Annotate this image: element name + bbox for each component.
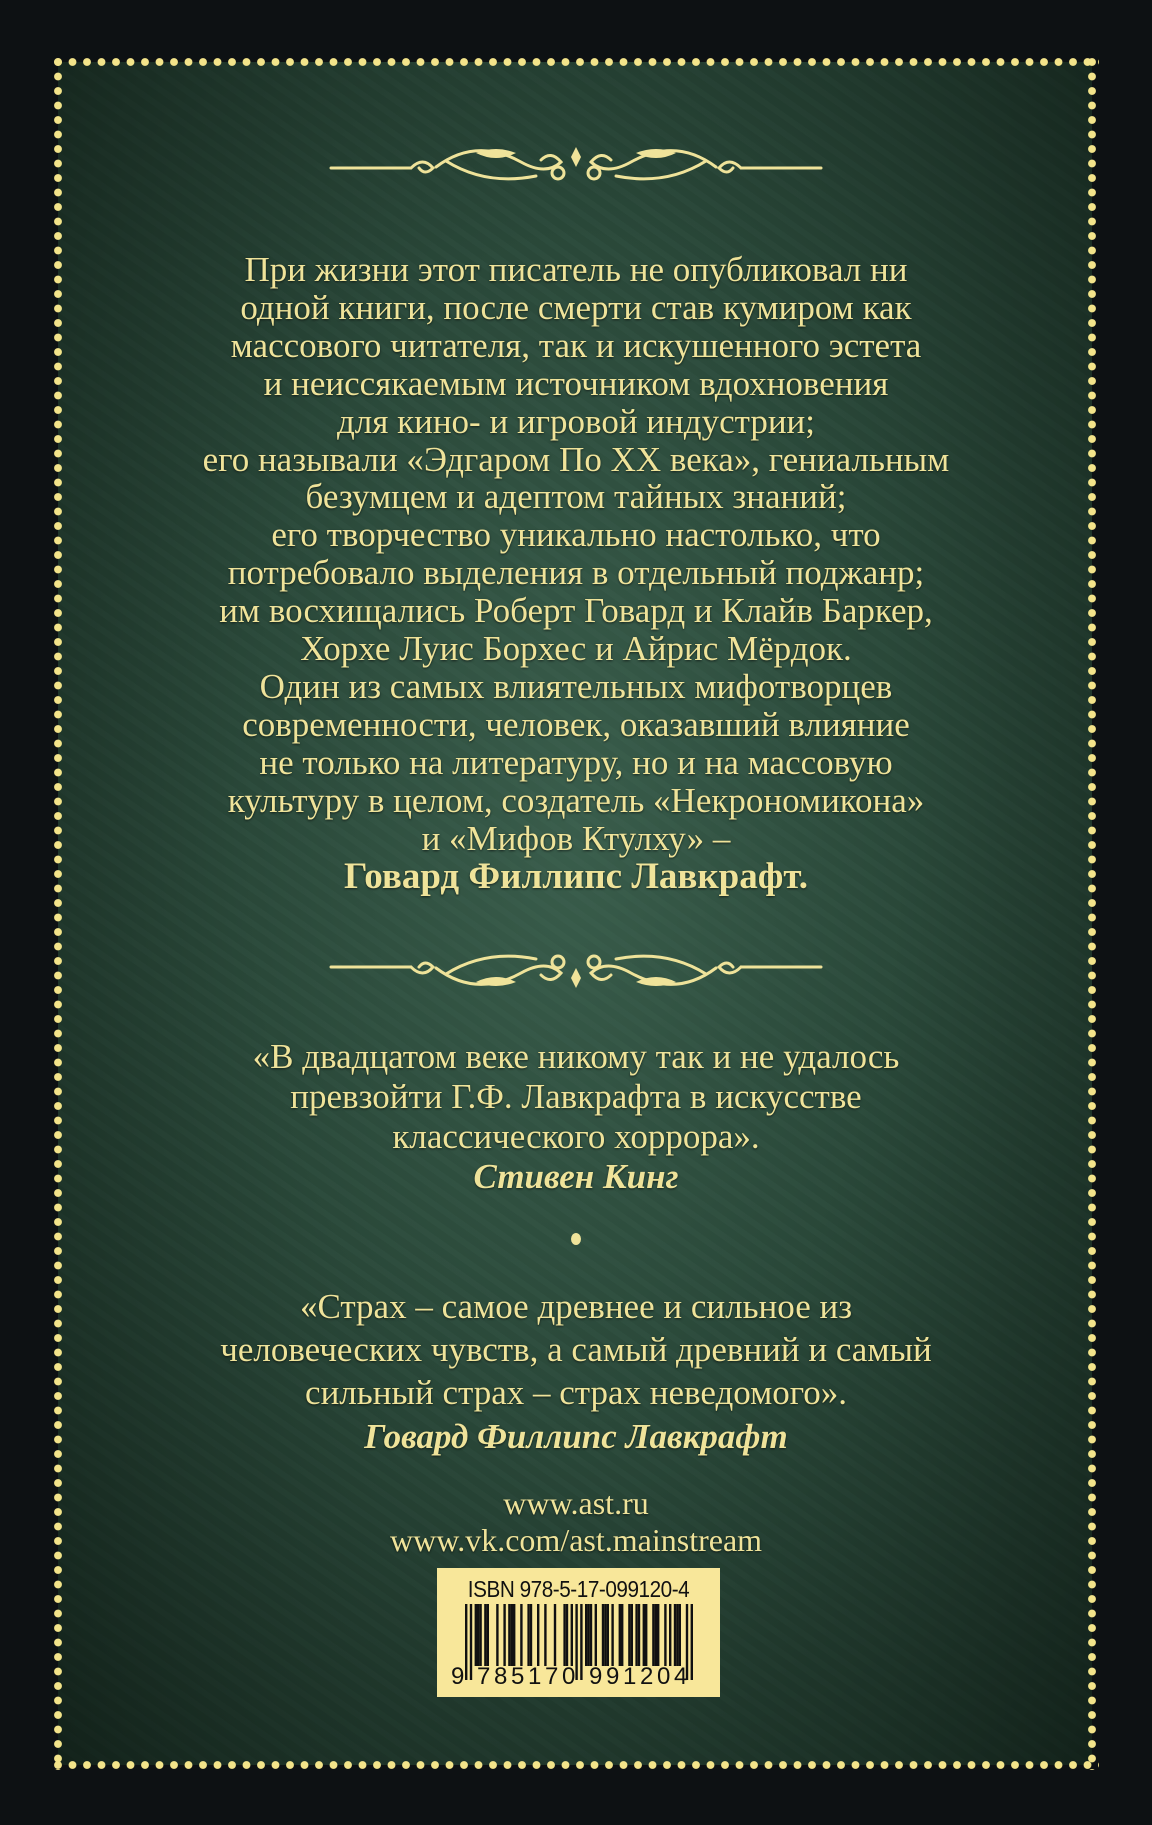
- barcode-bar: [679, 1604, 681, 1666]
- barcode-bar: [664, 1604, 666, 1666]
- scroll-ornament-icon: [326, 942, 826, 992]
- barcode-bar: [607, 1604, 609, 1666]
- barcode-bar: [520, 1604, 522, 1666]
- link-ast[interactable]: www.ast.ru: [503, 1485, 649, 1521]
- barcode-bar: [537, 1604, 539, 1666]
- barcode-bar: [645, 1604, 647, 1666]
- barcode-bar: [655, 1604, 657, 1666]
- barcode-bar: [669, 1604, 671, 1666]
- isbn-barcode: [437, 1568, 720, 1697]
- text-line: «Страх – самое древнее и сильное из: [299, 1287, 853, 1326]
- text-line: и «Мифов Ктулху» –: [421, 818, 731, 858]
- text-line: классического хоррора».: [392, 1117, 760, 1156]
- link-vk[interactable]: www.vk.com/ast.mainstream: [389, 1522, 763, 1558]
- barcode-bar: [470, 1604, 472, 1680]
- barcode-digit: 1: [623, 1663, 637, 1690]
- text-line: его творчество уникально настолько, что: [271, 515, 881, 555]
- text-line: Хорхе Луис Борхес и Айрис Мёрдок.: [300, 629, 852, 668]
- text-line: не только на литературу, но и на массовую: [259, 742, 893, 782]
- barcode-bar: [628, 1604, 630, 1666]
- barcode-bar: [611, 1604, 613, 1666]
- text-line: им восхищались Роберт Говард и Клайв Баркер,: [219, 591, 933, 631]
- barcode-bar: [691, 1604, 693, 1680]
- barcode-bar: [652, 1604, 654, 1666]
- dotted-border-top: [53, 57, 1099, 67]
- barcode-bar: [676, 1604, 678, 1666]
- barcode-bar: [657, 1604, 659, 1666]
- barcode-bar: [643, 1604, 645, 1666]
- text-line: сильный страх – страх неведомого».: [305, 1373, 847, 1412]
- barcode-bar: [530, 1604, 532, 1666]
- text-line: массового читателя, так и искушенного эстета: [230, 325, 922, 365]
- barcode-bar: [575, 1604, 577, 1680]
- barcode-bar: [527, 1604, 529, 1666]
- barcode-bar: [585, 1604, 587, 1666]
- text-line: культуру в целом, создатель «Некрономикона»: [227, 780, 925, 820]
- text-line: для кино- и игровой индустрии;: [336, 401, 816, 441]
- text-line: и неиссякаемым источником вдохновения: [263, 363, 889, 403]
- isbn-label: ISBN 978-5-17-099120-4: [467, 1576, 690, 1602]
- barcode-bar: [635, 1604, 637, 1666]
- barcode-digit: 0: [562, 1663, 576, 1690]
- barcode-bar: [631, 1604, 633, 1666]
- barcode-digit: 1: [528, 1663, 542, 1690]
- text-line: Один из самых влиятельных мифотворцев: [259, 666, 893, 706]
- barcode-bar: [571, 1604, 573, 1666]
- barcode-digit: 8: [494, 1663, 508, 1690]
- text-line: современности, человек, оказавший влияние: [242, 704, 910, 744]
- text-line: превзойти Г.Ф. Лавкрафта в искусстве: [290, 1077, 862, 1116]
- text-line: «В двадцатом веке никому так и не удалось: [252, 1037, 900, 1076]
- barcode-bar: [496, 1604, 498, 1666]
- barcode-bar: [621, 1604, 623, 1666]
- barcode-bar: [513, 1604, 515, 1666]
- dotted-border-bottom: [53, 1760, 1099, 1770]
- barcode-bar: [566, 1604, 568, 1666]
- barcode-bar: [590, 1604, 592, 1666]
- author-name: Говард Филлипс Лавкрафт.: [343, 856, 809, 897]
- barcode-digit: 2: [640, 1663, 654, 1690]
- scroll-ornament-icon: [326, 143, 826, 193]
- barcode-bar: [674, 1604, 676, 1666]
- barcode-bar: [511, 1604, 513, 1666]
- barcode-digit: 4: [674, 1663, 688, 1690]
- barcode-bar: [595, 1604, 597, 1666]
- text-line: одной книги, после смерти став кумиром как: [240, 287, 912, 327]
- barcode-bar: [465, 1604, 467, 1680]
- barcode-bar: [503, 1604, 505, 1666]
- quote2-attribution: Говард Филлипс Лавкрафт: [364, 1417, 788, 1456]
- barcode-bar: [602, 1604, 604, 1666]
- barcode-bar: [619, 1604, 621, 1666]
- barcode-bar: [544, 1604, 546, 1666]
- barcode-bar: [638, 1604, 640, 1666]
- text-line: При жизни этот писатель не опубликовал ни: [244, 250, 908, 289]
- barcode-bar: [475, 1604, 477, 1666]
- barcode-bar: [554, 1604, 556, 1666]
- barcode-bar: [477, 1604, 479, 1666]
- barcode-digit: 7: [545, 1663, 559, 1690]
- barcode-digit: 9: [451, 1663, 465, 1690]
- barcode-bar: [563, 1604, 565, 1666]
- barcode-bar: [508, 1604, 510, 1666]
- barcode-digit: 9: [606, 1663, 620, 1690]
- text-line: безумцем и адептом тайных знаний;: [305, 477, 847, 517]
- text-line: потребовало выделения в отдельный поджанр;: [227, 553, 925, 593]
- barcode-bar: [580, 1604, 582, 1680]
- separator-bullet: [571, 1233, 581, 1245]
- barcode-digit: 5: [511, 1663, 525, 1690]
- barcode-bar: [479, 1604, 481, 1666]
- barcode-bar: [587, 1604, 589, 1666]
- barcode-bar: [604, 1604, 606, 1666]
- barcode-digit: 0: [657, 1663, 671, 1690]
- text-line: его называли «Эдгаром По XX века», гениальным: [202, 439, 950, 479]
- barcode-digit: 9: [589, 1663, 603, 1690]
- barcode-digit: 7: [477, 1663, 491, 1690]
- quote1-attribution: Стивен Кинг: [473, 1157, 679, 1196]
- text-line: человеческих чувств, а самый древний и самый: [220, 1330, 932, 1369]
- barcode-bar: [484, 1604, 486, 1666]
- barcode-bar: [487, 1604, 489, 1666]
